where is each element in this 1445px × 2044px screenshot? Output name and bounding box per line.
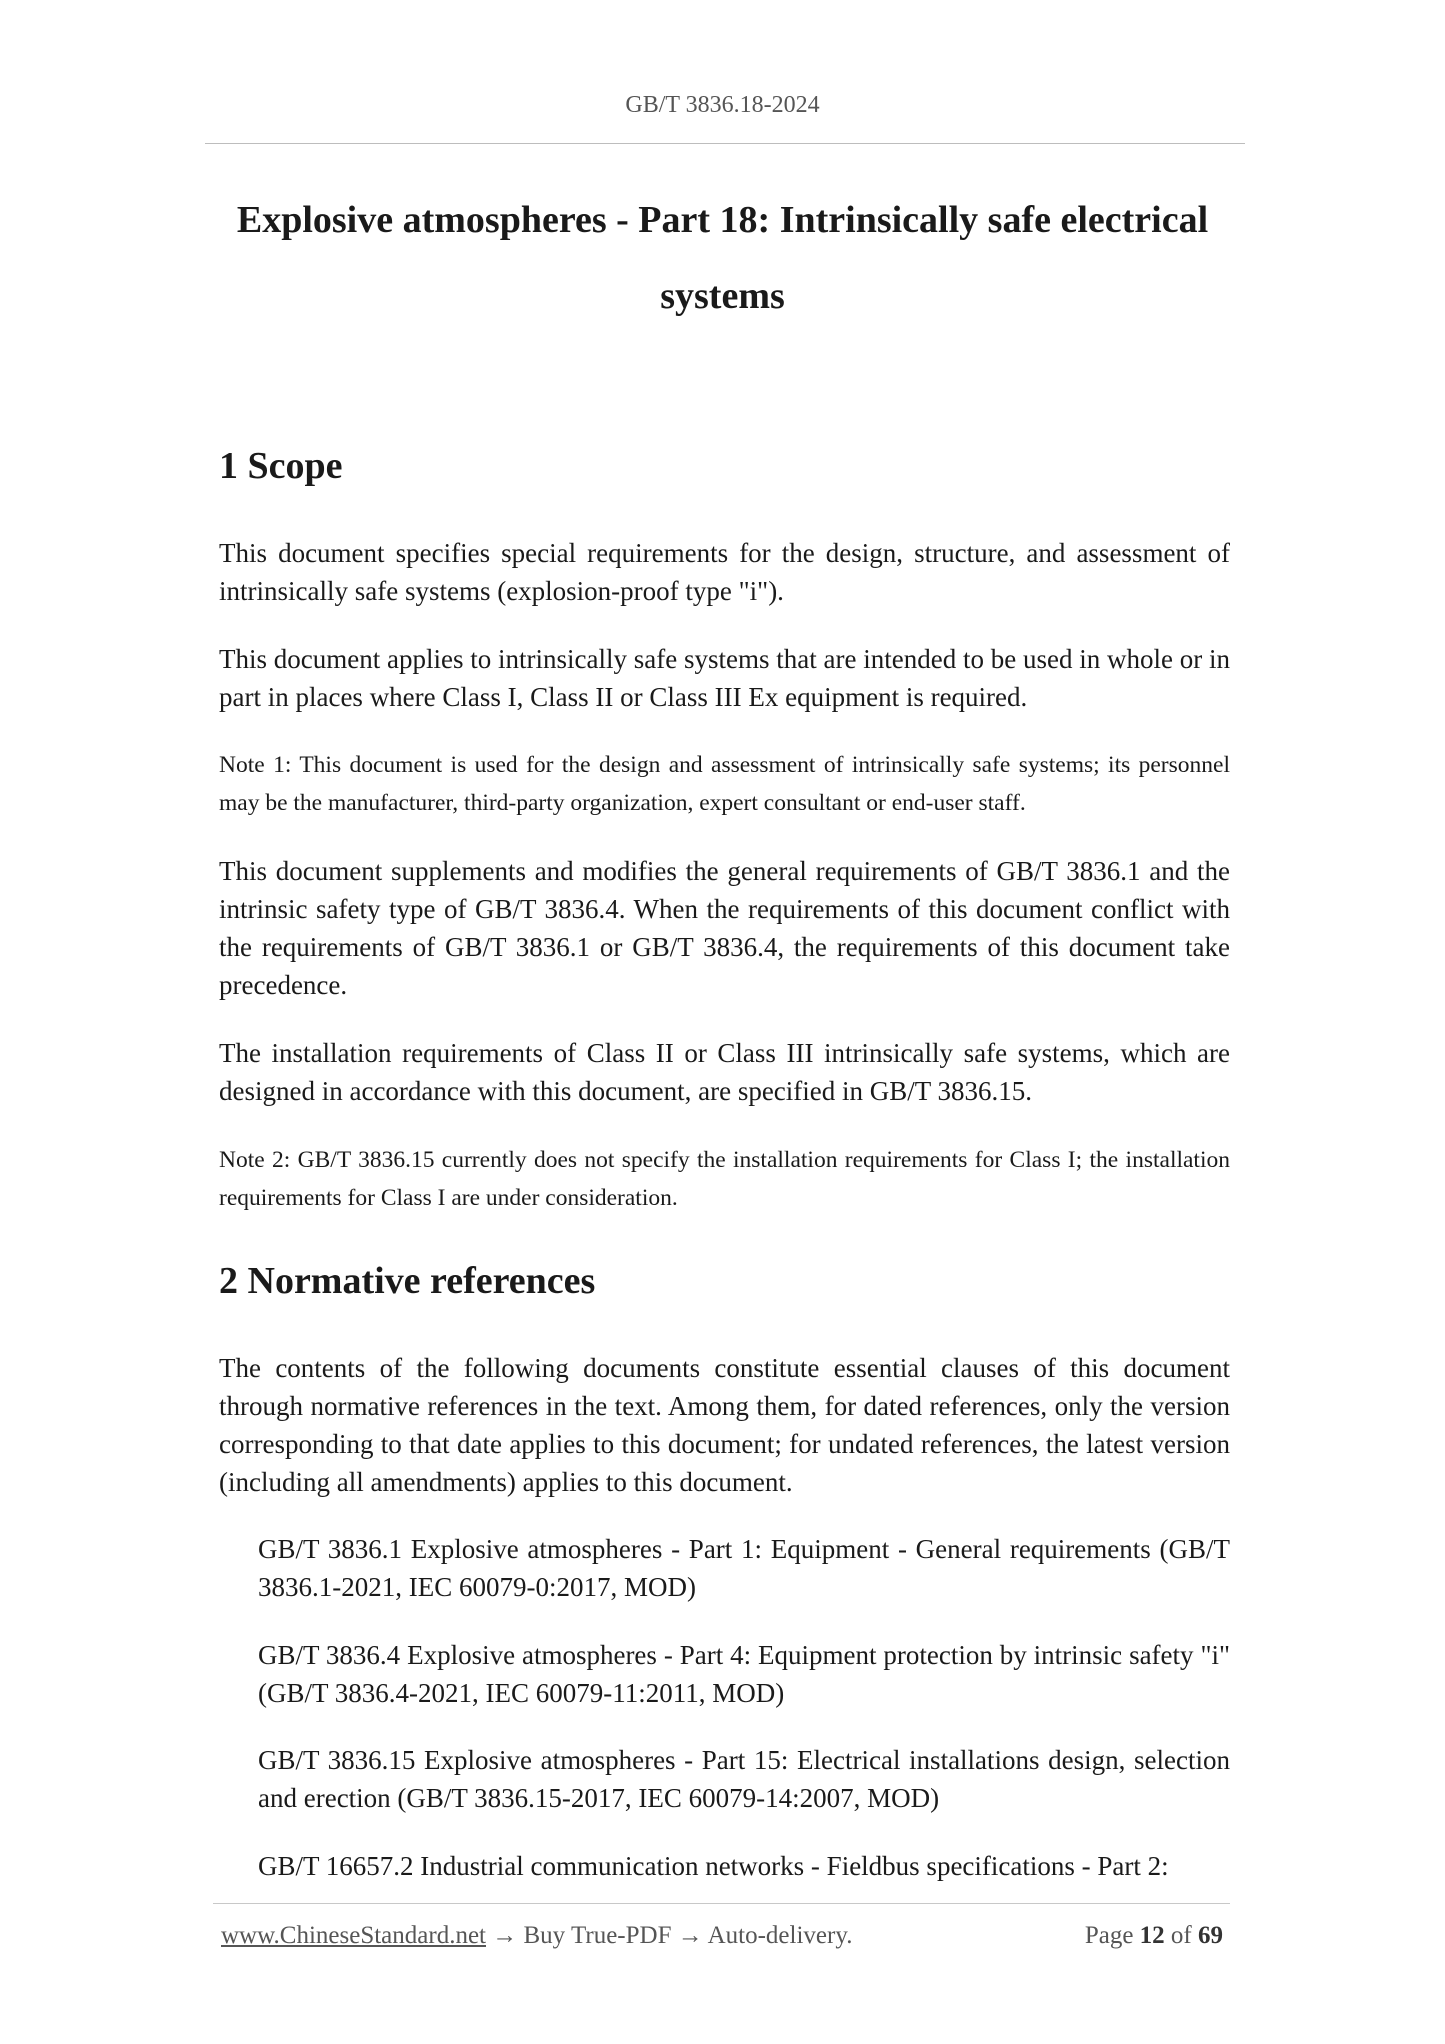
scope-note-2: Note 2: GB/T 3836.15 currently does not specify the installation requirements for Class I; the installation requirements for Class I are under consideration.	[219, 1147, 1230, 1211]
section-heading-scope: 1 Scope	[219, 445, 343, 487]
header-divider	[205, 143, 1245, 144]
footer-promo	[221, 1922, 852, 1950]
page-indicator	[1085, 1922, 1223, 1950]
footer-divider	[213, 1903, 1230, 1904]
document-title: Explosive atmospheres - Part 18: Intrinsically safe electrical systems	[236, 199, 1209, 317]
auto-delivery-text: Auto-delivery.	[707, 1922, 853, 1949]
scope-paragraph-2: This document applies to intrinsically safe systems that are intended to be used in whole or in part in places where Class I, Class II or Class III Ex equipment is required.	[219, 644, 1230, 712]
running-header: GB/T 3836.18-2024	[625, 92, 820, 118]
scope-note-1: Note 1: This document is used for the design and assessment of intrinsically safe systems; its personnel may be the manufacturer, third-party organization, expert consultant or end-user staff.	[219, 752, 1230, 816]
page-total: 69	[1198, 1922, 1223, 1949]
scope-paragraph-4: The installation requirements of Class II or Class III intrinsically safe systems, which are designed in accordance with this document, are specified in GB/T 3836.15.	[219, 1038, 1230, 1106]
reference-item: GB/T 3836.4 Explosive atmospheres - Part 4: Equipment protection by intrinsic safety "i" (GB/T 3836.4-2021, IEC 60079-11:2011, MOD)	[258, 1640, 1230, 1708]
arrow-right-icon: →	[677, 1922, 703, 1949]
page-label: Page	[1084, 1922, 1134, 1949]
page-of-label: of	[1170, 1922, 1192, 1949]
references-intro-paragraph: The contents of the following documents constitute essential clauses of this document through normative references in the text. Among them, for dated references, only the version corresponding to that date applies to this document; for undated references, the latest version (including all amendments) applies to this document.	[219, 1353, 1230, 1497]
reference-item: GB/T 16657.2 Industrial communication networks - Fieldbus specifications - Part 2:	[258, 1851, 1169, 1881]
arrow-right-icon: →	[492, 1922, 518, 1949]
page-current: 12	[1139, 1922, 1165, 1949]
reference-item: GB/T 3836.1 Explosive atmospheres - Part 1: Equipment - General requirements (GB/T 3836.1-2021, IEC 60079-0:2017, MOD)	[258, 1534, 1230, 1602]
site-link[interactable]: www.ChineseStandard.net	[221, 1922, 486, 1949]
section-heading-normative-references: 2 Normative references	[219, 1260, 596, 1302]
scope-paragraph-1: This document specifies special requirements for the design, structure, and assessment of intrinsically safe systems (explosion-proof type "i").	[219, 538, 1230, 606]
scope-paragraph-3: This document supplements and modifies the general requirements of GB/T 3836.1 and the intrinsic safety type of GB/T 3836.4. When the requirements of this document conflict with the requirements of GB/T 3836.1 or GB/T 3836.4, the requirements of this document take precedence.	[219, 856, 1230, 1000]
reference-item: GB/T 3836.15 Explosive atmospheres - Part 15: Electrical installations design, selection and erection (GB/T 3836.15-2017, IEC 60079-14:2007, MOD)	[258, 1745, 1230, 1813]
buy-true-pdf-text: Buy True-PDF	[523, 1922, 672, 1949]
